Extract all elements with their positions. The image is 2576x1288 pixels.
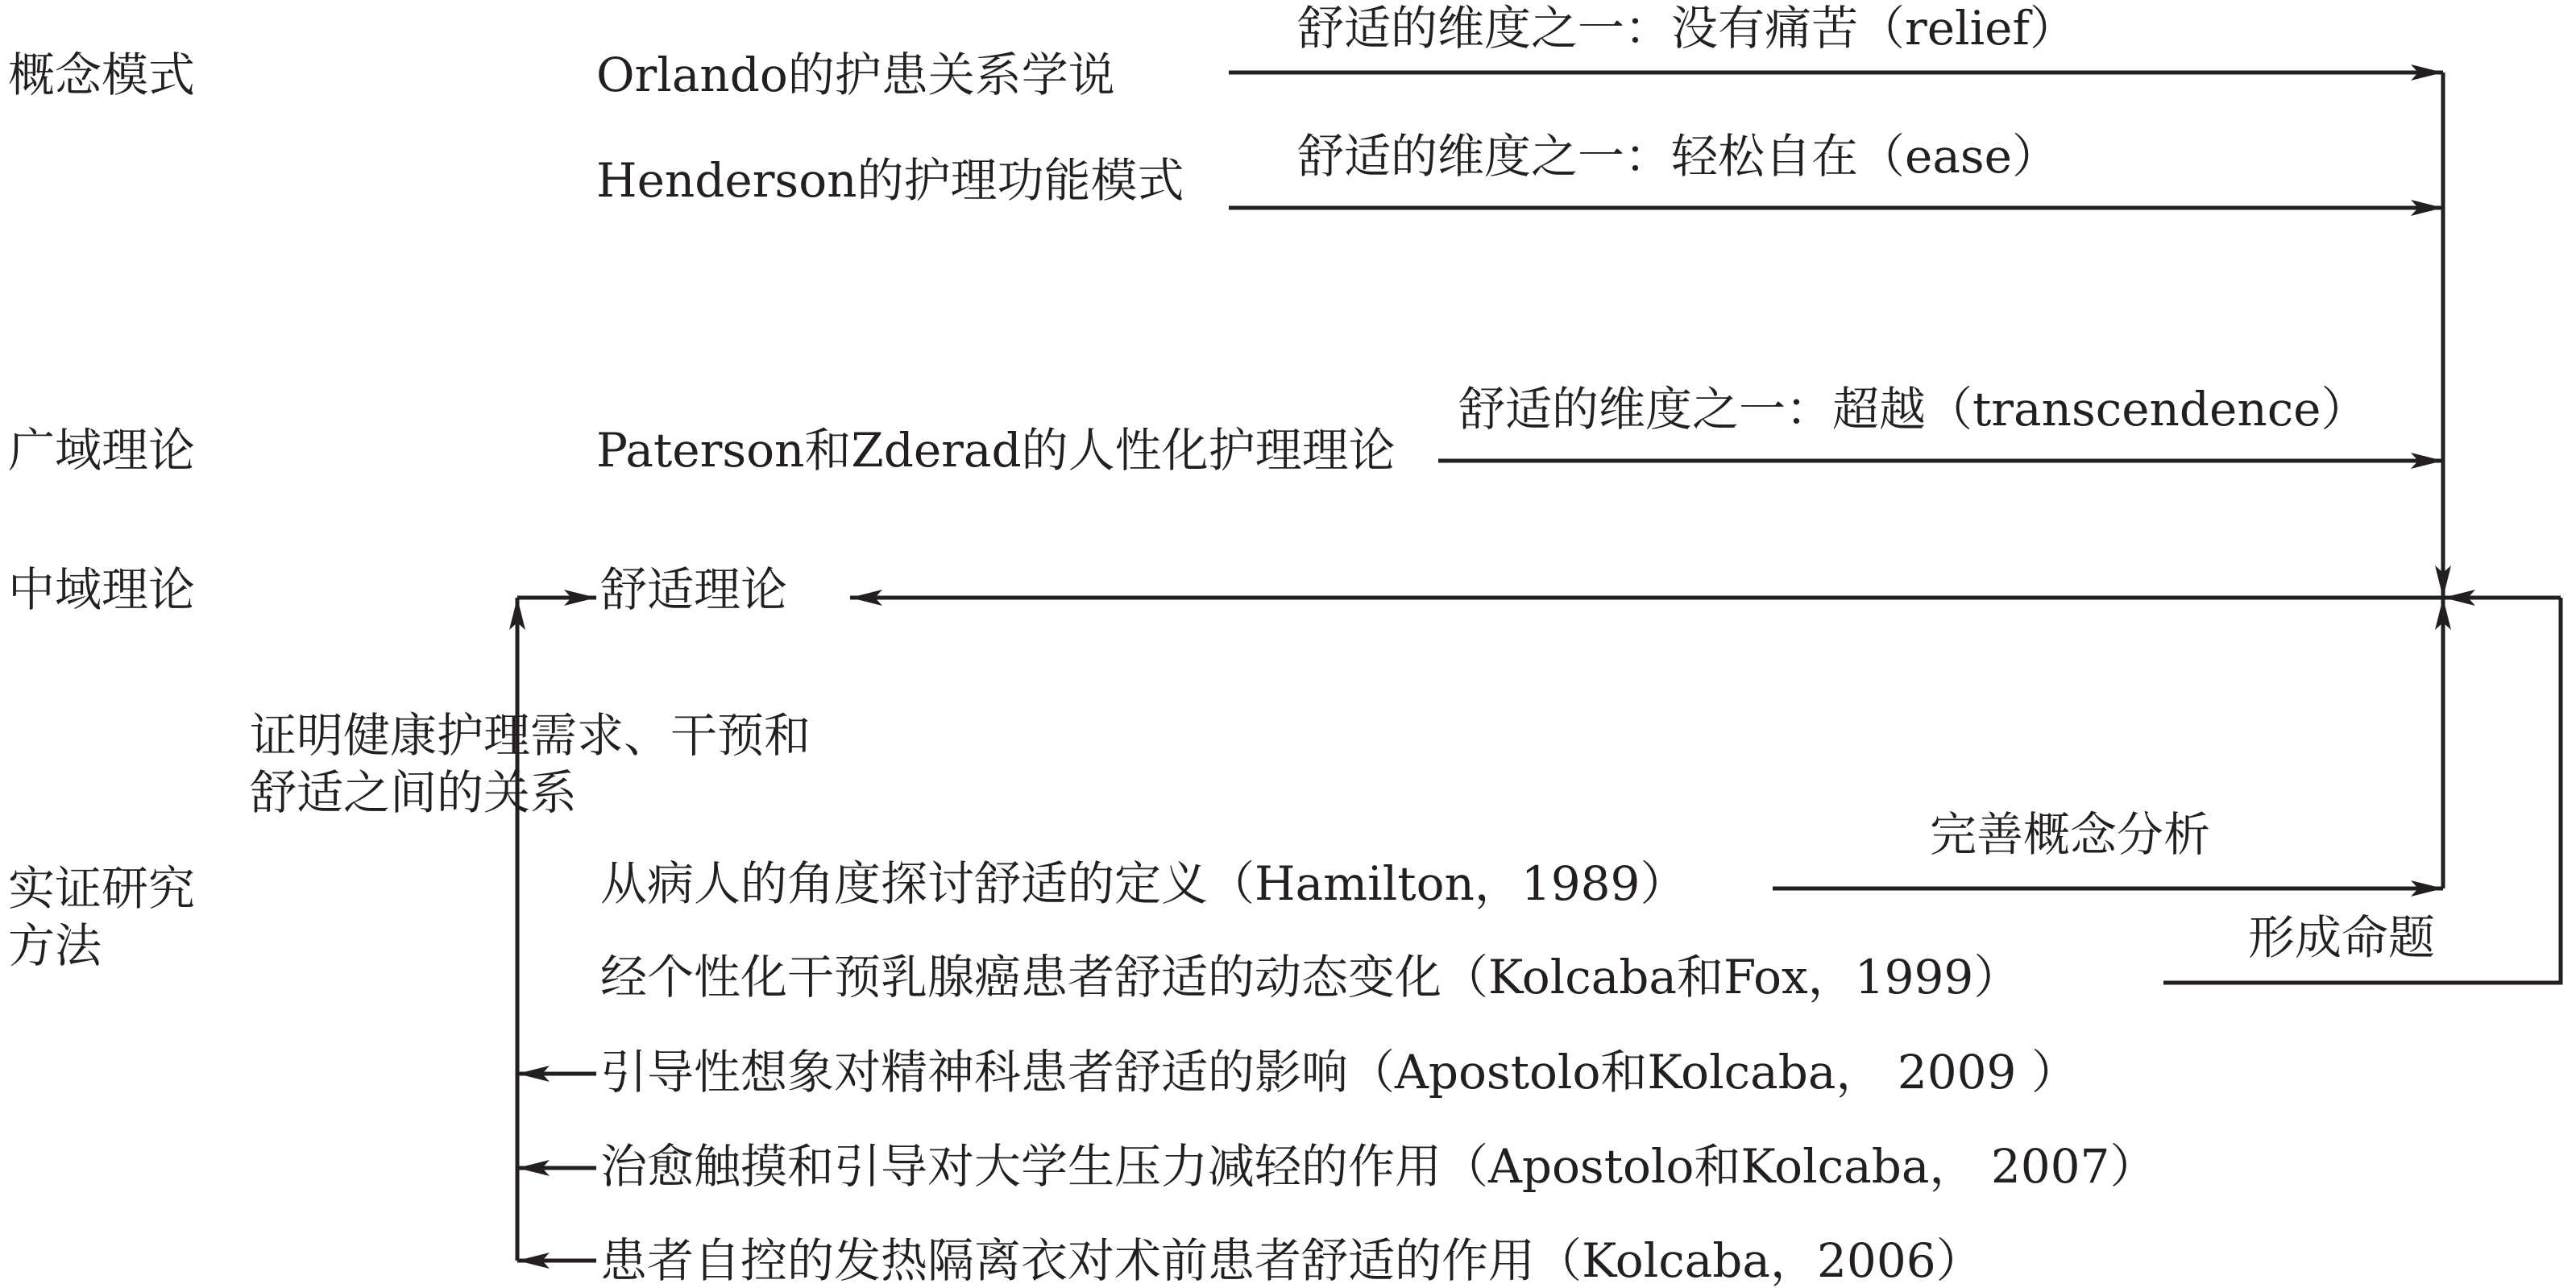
label-refine-concept: 完善概念分析 [1930,807,2211,862]
comfort-theory: 舒适理论 [600,562,788,617]
level-empirical-methods: 实证研究方法 [8,861,196,973]
study-item: 经个性化干预乳腺癌患者舒适的动态变化（Kolcaba和Fox，1999） [600,950,2021,1004]
level-middle-range-theory: 中域理论 [8,562,196,617]
level-conceptual-model: 概念模式 [8,48,196,102]
study-item: 治愈触摸和引导对大学生压力减轻的作用（Apostolo和Kolcaba， 2007） [600,1139,2157,1194]
level-grand-theory: 广域理论 [8,423,196,478]
study-item: 引导性想象对精神科患者舒适的影响（Apostolo和Kolcaba， 2009 ） [600,1045,2078,1100]
dimension-ease: 舒适的维度之一：轻松自在（ease） [1297,129,2059,184]
source-henderson: Henderson的护理功能模式 [596,153,1184,208]
study-item: 患者自控的发热隔离衣对术前患者舒适的作用（Kolcaba，2006） [600,1233,1983,1288]
dimension-relief: 舒适的维度之一：没有痛苦（relief） [1297,1,2076,56]
label-form-propositions: 形成命题 [2248,910,2436,965]
source-paterson: Paterson和Zderad的人性化护理理论 [596,423,1396,478]
study-item: 从病人的角度探讨舒适的定义（Hamilton，1989） [600,856,1687,911]
dimension-transcendence: 舒适的维度之一：超越（transcendence） [1458,382,2368,437]
source-orlando: Orlando的护患关系学说 [596,48,1115,102]
evidence-note: 证明健康护理需求、干预和舒适之间的关系 [250,708,811,820]
